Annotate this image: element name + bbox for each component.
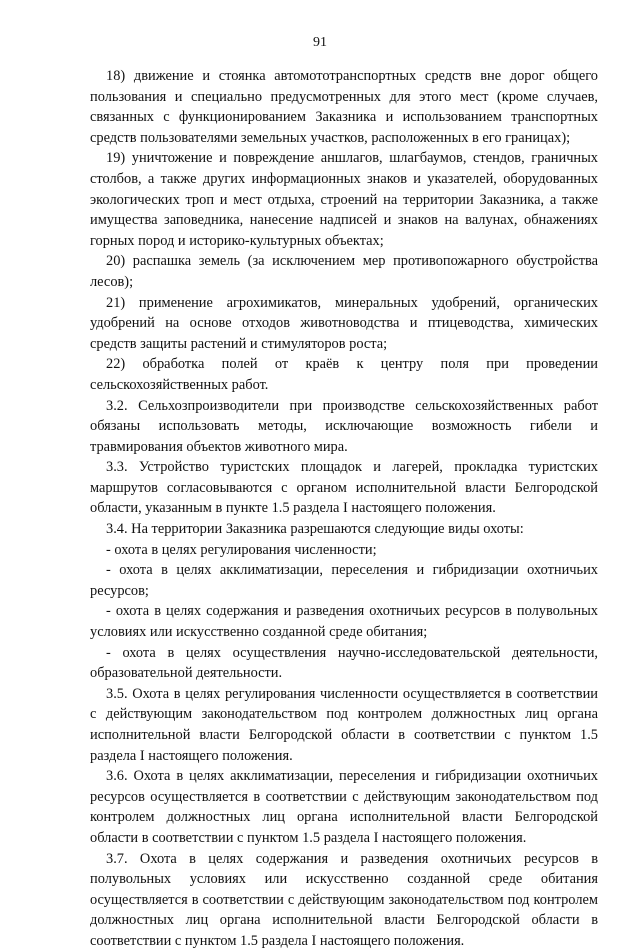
paragraph-3-7: 3.7. Охота в целях содержания и разведения охотничьих ресурсов в полувольных условиях или искусственно созданной среде обитания осуществляется в соответствии с действующим законодательством под контролем должностных лиц органа исполнительной власти Белгородской области в соответствии с пунктом 1.5 раздела I настоящего положения. <box>90 850 598 949</box>
paragraph-3-4: 3.4. На территории Заказника разрешаются следующие виды охоты: <box>106 521 524 538</box>
document-body <box>90 66 598 952</box>
paragraph-item-18: 18) движение и стоянка автомототранспортных средств вне дорог общего пользования и специально предусмотренных для этого мест (кроме случаев, связанных с функционированием Заказника и использованием транспортных средств пользователями земельных участков, расположенных в его границах); <box>90 68 598 146</box>
paragraph-3-6: 3.6. Охота в целях акклиматизации, переселения и гибридизации охотничьих ресурсов осуществляется в соответствии с действующим законодательством под контролем должностных лиц органа исполнительной власти Белгородской области в соответствии с пунктом 1.5 раздела I настоящего положения. <box>90 768 598 846</box>
paragraph-item-22: 22) обработка полей от краёв к центру поля при проведении сельскохозяйственных работ. <box>90 356 598 393</box>
paragraph-item-19: 19) уничтожение и повреждение аншлагов, шлагбаумов, стендов, граничных столбов, а также других информационных знаков и указателей, оборудованных экологических троп и мест отдыха, строений на территории Заказника, а также имущества заповедника, нанесение надписей и знаков на валунах, обнажениях горных пород и историко-культурных объектах; <box>90 150 598 249</box>
hunting-type-regulation: - охота в целях регулирования численности; <box>106 541 377 558</box>
paragraph-3-5: 3.5. Охота в целях регулирования численности осуществляется в соответствии с действующим законодательством под контролем должностных лиц органа исполнительной власти Белгородской области в соответствии с пунктом 1.5 раздела I настоящего положения. <box>90 685 598 764</box>
hunting-type-breeding: - охота в целях содержания и разведения охотничьих ресурсов в полувольных условиях или искусственно созданной среде обитания; <box>90 603 598 641</box>
hunting-type-research: - охота в целях осуществления научно-исследовательской деятельности, образовательной деятельности. <box>90 644 598 682</box>
paragraph-item-20: 20) распашка земель (за исключением мер противопожарного обустройства лесов); <box>90 253 598 290</box>
paragraph-item-21: 21) применение агрохимикатов, минеральных удобрений, органических удобрений на основе отходов животноводства и птицеводства, химических средств защиты растений и стимуляторов роста; <box>90 294 598 352</box>
page-number: 91 <box>313 35 327 50</box>
hunting-type-acclimatization: - охота в целях акклиматизации, переселения и гибридизации охотничьих ресурсов; <box>90 562 598 599</box>
paragraph-3-3: 3.3. Устройство туристских площадок и лагерей, прокладка туристских маршрутов согласовываются с органом исполнительной власти Белгородской области, указанным в пункте 1.5 раздела I настоящего положения. <box>90 459 598 517</box>
paragraph-3-2: 3.2. Сельхозпроизводители при производстве сельскохозяйственных работ обязаны использовать методы, исключающие возможность гибели и травмирования объектов животного мира. <box>90 397 598 455</box>
